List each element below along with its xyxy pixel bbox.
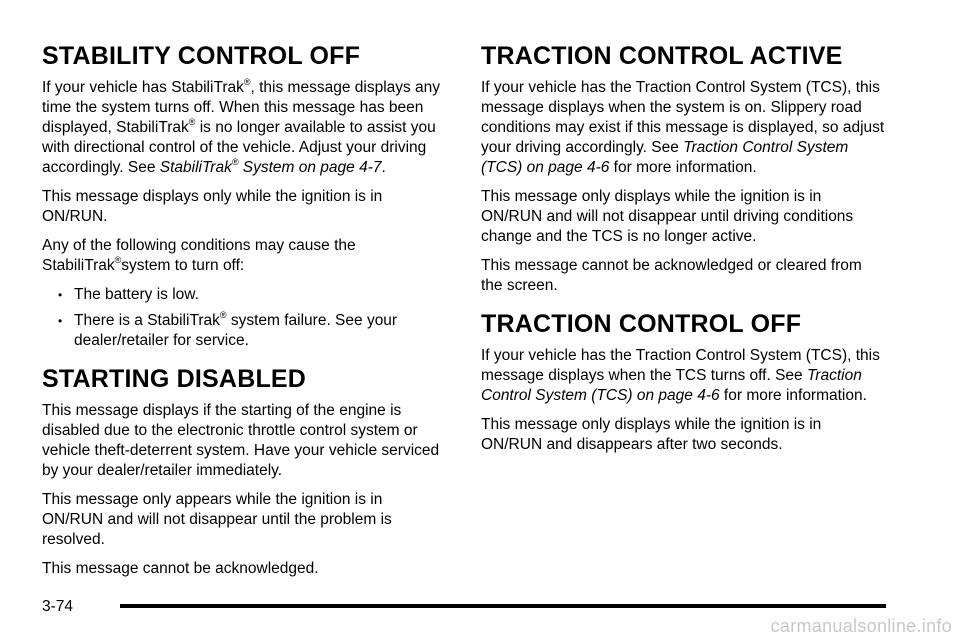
heading-starting-disabled: STARTING DISABLED (42, 365, 307, 393)
paragraph-starting-disabled-desc: This message displays if the starting of the engine is disabled due to the electronic throttle control system or vehicle theft-deterrent system. Have your vehicle serviced by your dealer/retailer immediately. (42, 402, 440, 479)
bullet-icon: • (58, 288, 63, 302)
text: . (381, 159, 386, 176)
text: , this message displays any time the system turns off. When this message has been displayed, StabiliTrak (42, 79, 441, 136)
registered-mark: ® (219, 310, 227, 320)
section-traction-control-active (481, 42, 886, 296)
section-traction-control-off (481, 310, 886, 455)
section-stability-control-off (42, 42, 442, 351)
heading-traction-control-off: TRACTION CONTROL OFF (481, 310, 802, 338)
paragraph-tcs-active-desc: If your vehicle has the Traction Control System (TCS), this message displays when the system is on. Slippery road conditions may exist if this message is displayed, so adjust your driving accordingly. See Traction Control System (TCS) on page 4-6 for more information. (481, 79, 885, 176)
registered-mark: ® (231, 157, 239, 167)
paragraph-starting-ignition-note: This message only appears while the ignition is in ON/RUN and will not disappear until the problem is resolved. (42, 491, 392, 548)
page-number: 3-74 (42, 598, 74, 615)
footer-rule (120, 604, 886, 608)
registered-mark: ® (114, 255, 122, 265)
watermark: carmanualsonline.info (770, 616, 952, 636)
registered-mark: ® (188, 117, 196, 127)
conditions-list (42, 285, 442, 351)
heading-stability-control-off: STABILITY CONTROL OFF (42, 42, 361, 70)
paragraph-tcs-off-ignition-note: This message only displays while the ignition is in ON/RUN and disappears after two seconds. (481, 416, 822, 453)
paragraph-tcs-off-desc: If your vehicle has the Traction Control System (TCS), this message displays when the TCS turns off. See Traction Control System (TCS) on page 4-6 for more information. (481, 347, 880, 404)
cross-reference-tcs[interactable]: Traction Control System (TCS) on page 4-6 (481, 367, 862, 404)
paragraph-ignition-note: This message displays only while the ignition is in ON/RUN. (42, 188, 383, 225)
left-column (42, 42, 442, 588)
section-starting-disabled (42, 365, 442, 579)
bullet-icon: • (58, 314, 63, 328)
list-item: • There is a StabiliTrak® system failure. See your dealer/retailer for service. (58, 310, 398, 349)
cross-reference-stabilitrak[interactable]: StabiliTrak® System on page 4-7 (159, 157, 382, 176)
paragraph-not-acknowledged: This message cannot be acknowledged. (42, 560, 319, 577)
paragraph-conditions-intro: Any of the following conditions may cause the StabiliTrak®system to turn off: (42, 237, 356, 274)
paragraph-stabilitrak-off-desc (42, 78, 442, 178)
list-item: • The battery is low. (58, 286, 199, 303)
paragraph-tcs-active-ignition-note: This message only displays while the ignition is in ON/RUN and will not disappear until driving conditions change and the TCS is no longer active. (481, 188, 854, 245)
registered-mark: ® (243, 77, 251, 87)
right-column (481, 42, 886, 464)
text: is no longer available to assist you with directional control of the vehicle. Adjust your driving accordingly. See (42, 119, 436, 176)
heading-traction-control-active: TRACTION CONTROL ACTIVE (481, 42, 843, 70)
text: If your vehicle has StabiliTrak (42, 79, 244, 96)
paragraph-tcs-active-not-cleared: This message cannot be acknowledged or cleared from the screen. (481, 257, 862, 294)
cross-reference-tcs[interactable]: Traction Control System (TCS) on page 4-6 (481, 139, 849, 176)
